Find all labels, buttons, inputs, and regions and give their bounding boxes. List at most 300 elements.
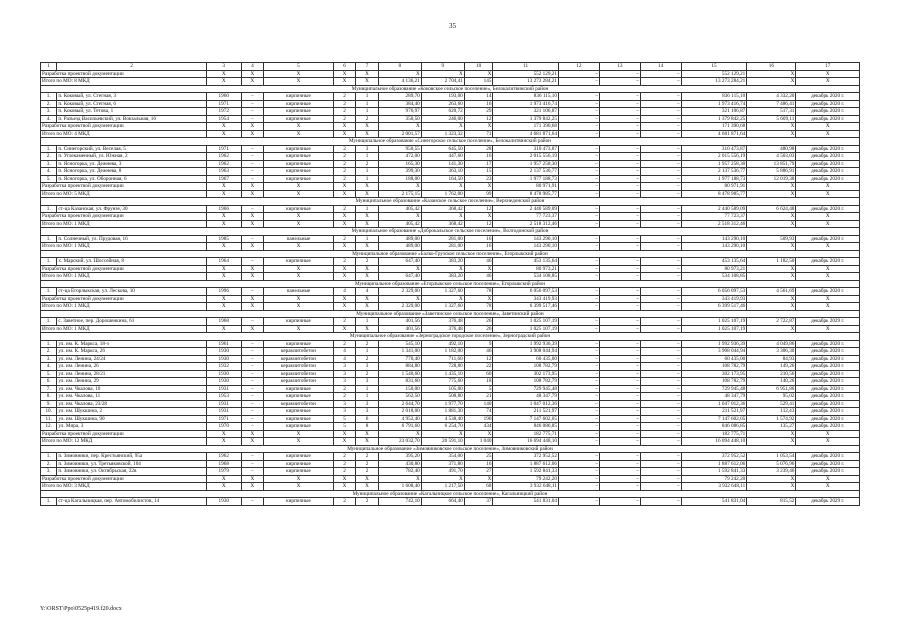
table-cell: 1931 — [206, 408, 241, 416]
table-cell: – — [599, 205, 640, 213]
table-cell: X — [206, 220, 241, 228]
column-number: 17 — [796, 63, 860, 71]
table-cell: 770,40 — [378, 355, 421, 363]
table-row — [41, 498, 860, 506]
table-cell: 368,42 — [421, 220, 464, 228]
table-cell: – — [558, 153, 599, 161]
table-cell: – — [640, 100, 681, 108]
table-cell: 26 — [464, 318, 493, 326]
table-cell: 1 992 936,39 — [681, 340, 747, 348]
table-cell: – — [640, 213, 681, 221]
table-cell: – — [599, 160, 640, 168]
table-cell: 27 — [464, 468, 493, 476]
table-cell: – — [241, 145, 264, 153]
table-row — [41, 145, 860, 153]
table-cell: X — [796, 295, 860, 303]
table-cell: кирпичные — [264, 100, 334, 108]
table-cell: п. Зимовники, ул. Октябрьская, 22в — [57, 468, 206, 476]
table-cell: 1 887 612,06 — [493, 460, 559, 468]
table-cell: – — [640, 235, 681, 243]
table-cell: 2 — [333, 205, 356, 213]
table-cell: X — [747, 325, 796, 333]
table-cell: 20 591,10 — [421, 438, 464, 446]
table-cell: 78 — [464, 288, 493, 296]
table-cell: 4 — [356, 288, 379, 296]
table-cell: X — [356, 183, 379, 191]
table-cell: – — [241, 175, 264, 183]
table-cell: 10. — [41, 408, 57, 416]
table-cell: X — [264, 483, 334, 491]
table-cell: X — [747, 213, 796, 221]
table-cell: Разработка проектной документации — [41, 70, 207, 78]
table-cell: 145 — [464, 78, 493, 86]
table-cell: X — [747, 123, 796, 131]
table-cell: 1972 — [206, 108, 241, 116]
table-cell: декабрь 2020 г. — [796, 378, 860, 386]
table-cell: – — [241, 468, 264, 476]
table-cell: декабрь 2020 г. — [796, 108, 860, 116]
table-cell: X — [796, 78, 860, 86]
table-cell: – — [558, 123, 599, 131]
table-cell: 4 332,20 — [747, 93, 796, 101]
table-cell: декабрь 2020 г. — [796, 258, 860, 266]
table-cell: керамзитобетон — [264, 348, 334, 356]
page-number: 35 — [449, 22, 456, 30]
table-cell: – — [599, 123, 640, 131]
table-cell: X — [264, 475, 334, 483]
table-cell: 4 538,40 — [421, 415, 464, 423]
table-cell: – — [640, 363, 681, 371]
table-cell: – — [241, 168, 264, 176]
table-cell: 372 952,52 — [681, 453, 747, 461]
table-cell: 1930 — [206, 370, 241, 378]
table-cell: 2 — [356, 355, 379, 363]
table-cell: 1 053,54 — [747, 453, 796, 461]
table-cell: 182 775,71 — [681, 430, 747, 438]
table-cell: X — [264, 325, 334, 333]
table-cell: 2 722,87 — [747, 318, 796, 326]
table-cell: 711,60 — [421, 355, 464, 363]
table-row — [41, 153, 860, 161]
table-cell: 2 518 312,46 — [493, 220, 559, 228]
table-row — [41, 468, 860, 476]
table-cell: кирпичные — [264, 340, 334, 348]
table-cell: декабрь 2020 г. — [796, 385, 860, 393]
table-cell: 1 327,60 — [421, 288, 464, 296]
table-cell: – — [640, 385, 681, 393]
table-cell: декабрь 2020 г. — [796, 423, 860, 431]
table-cell: X — [378, 123, 421, 131]
table-cell: п. Ясногорка, ул. Оборонная, 6 — [57, 175, 206, 183]
table-row — [41, 453, 860, 461]
table-cell: 3 — [333, 408, 356, 416]
table-cell: – — [558, 430, 599, 438]
table-cell: 165,30 — [378, 160, 421, 168]
table-cell: 1. — [41, 288, 57, 296]
table-cell: 1 025 107,19 — [493, 318, 559, 326]
table-cell: – — [640, 183, 681, 191]
table-cell: – — [640, 460, 681, 468]
summary-row — [41, 265, 860, 273]
table-cell: 1 025 107,19 — [681, 325, 747, 333]
table-cell: ул. им. К. Маркса, 18-з — [57, 340, 206, 348]
table-cell: 2 175,15 — [378, 190, 421, 198]
table-cell: X — [796, 475, 860, 483]
table-cell: 289,70 — [378, 93, 421, 101]
table-cell: 2 — [333, 93, 356, 101]
table-cell: – — [599, 453, 640, 461]
table-cell: п. Ясногорка, ул. Дежнева, 3 — [57, 160, 206, 168]
table-cell: 1 — [356, 93, 379, 101]
table-cell: ст-ца Егорлыкская, ул. Лескова, 10 — [57, 288, 206, 296]
table-cell: 2 704,41 — [421, 78, 464, 86]
table-cell: – — [241, 423, 264, 431]
section-heading-row — [41, 198, 860, 206]
column-number: 12 — [558, 63, 599, 71]
table-cell: 1964 — [206, 258, 241, 266]
table-cell: 246,00 — [421, 115, 464, 123]
table-cell: 4. — [41, 363, 57, 371]
table-cell: 2 — [333, 235, 356, 243]
section-heading: Муниципальное образование «Егорлыкское сельское поселение», Егорлыкский район — [41, 280, 860, 288]
table-cell: 728,80 — [421, 363, 464, 371]
table-cell: – — [599, 468, 640, 476]
table-cell: 9. — [41, 400, 57, 408]
table-row — [41, 348, 860, 356]
table-row — [41, 460, 860, 468]
table-cell: X — [747, 295, 796, 303]
table-cell: 60 435,00 — [493, 355, 559, 363]
table-cell: 1 379 842,25 — [493, 115, 559, 123]
table-cell: 4 681 871,64 — [681, 130, 747, 138]
table-cell: 1971 — [206, 415, 241, 423]
table-cell: керамзитобетон — [264, 400, 334, 408]
table-cell: X — [378, 213, 421, 221]
table-cell: 2 — [356, 340, 379, 348]
table-cell: 2 — [333, 153, 356, 161]
table-cell: X — [264, 303, 334, 311]
table-row — [41, 378, 860, 386]
table-cell: 3 — [356, 145, 379, 153]
table-cell: 17 — [464, 160, 493, 168]
table-cell: X — [333, 273, 356, 281]
table-cell: 3 — [356, 408, 379, 416]
table-cell: 1996 — [206, 288, 241, 296]
column-number: 16 — [747, 63, 796, 71]
table-cell: – — [640, 318, 681, 326]
table-cell: 5 076,96 — [747, 460, 796, 468]
table-cell: кирпичные — [264, 385, 334, 393]
table-cell: X — [796, 190, 860, 198]
table-cell: 1971 — [206, 100, 241, 108]
table-cell: 3. — [41, 468, 57, 476]
table-cell: 2 — [333, 460, 356, 468]
table-cell: X — [356, 483, 379, 491]
table-cell: Итого по МО: 4 МКД — [41, 130, 207, 138]
table-cell: X — [378, 295, 421, 303]
table-cell: X — [333, 325, 356, 333]
table-cell: 2 001,57 — [378, 130, 421, 138]
table-row — [41, 175, 860, 183]
table-cell: 2 015 556,19 — [493, 153, 559, 161]
table-cell: – — [558, 220, 599, 228]
table-cell: – — [640, 258, 681, 266]
table-cell: 1 — [356, 100, 379, 108]
table-cell: X — [356, 430, 379, 438]
table-cell: 1960 — [206, 93, 241, 101]
table-cell: 188,00 — [378, 175, 421, 183]
table-cell: декабрь 2020 г. — [796, 145, 860, 153]
table-cell: 26 — [464, 325, 493, 333]
table-cell: 2 644,70 — [378, 400, 421, 408]
table-cell: 508,80 — [421, 393, 464, 401]
table-cell: 6 — [356, 415, 379, 423]
table-cell: X — [356, 475, 379, 483]
table-cell: – — [558, 415, 599, 423]
table-cell: X — [241, 220, 264, 228]
table-cell: 16 — [464, 243, 493, 251]
table-cell: – — [640, 415, 681, 423]
table-cell: 782,40 — [378, 468, 421, 476]
table-cell: 8. — [41, 393, 57, 401]
table-cell: 8 — [356, 423, 379, 431]
table-cell: 135,27 — [747, 423, 796, 431]
table-cell: 430,80 — [378, 460, 421, 468]
table-cell: 1. — [41, 258, 57, 266]
table-cell: X — [464, 70, 493, 78]
table-cell: декабрь 2020 г. — [796, 160, 860, 168]
table-cell: X — [464, 183, 493, 191]
table-cell: X — [333, 303, 356, 311]
table-cell: 302 173,95 — [681, 370, 747, 378]
table-cell: 1 592 841,33 — [493, 468, 559, 476]
table-cell: X — [264, 295, 334, 303]
table-cell: – — [558, 288, 599, 296]
table-cell: – — [241, 115, 264, 123]
column-number: 13 — [599, 63, 640, 71]
table-cell: 1 762,00 — [421, 190, 464, 198]
table-cell: X — [264, 220, 334, 228]
table-cell: 171 390,68 — [681, 123, 747, 131]
table-cell: 2 — [333, 498, 356, 506]
table-cell: х. Марский, ул. Шоссейная, 8 — [57, 258, 206, 266]
table-cell: кирпичные — [264, 318, 334, 326]
table-cell: Разработка проектной документации — [41, 295, 207, 303]
table-cell: X — [333, 183, 356, 191]
table-cell: 1967 — [206, 175, 241, 183]
table-cell: – — [558, 438, 599, 446]
table-cell: X — [241, 438, 264, 446]
table-cell: X — [241, 475, 264, 483]
table-cell: – — [558, 168, 599, 176]
table-row — [41, 408, 860, 416]
table-cell: 16 694 448,10 — [493, 438, 559, 446]
table-cell: – — [599, 145, 640, 153]
table-cell: X — [241, 183, 264, 191]
table-cell: 1 881,30 — [421, 408, 464, 416]
table-cell: 2 015 556,19 — [681, 153, 747, 161]
table-cell: п. Зимовники, пер. Крестьянский, 95а — [57, 453, 206, 461]
table-cell: 376,48 — [421, 325, 464, 333]
section-heading-row — [41, 250, 860, 258]
table-cell: 25 — [464, 453, 493, 461]
table-cell: 1. — [41, 93, 57, 101]
table-cell: X — [421, 295, 464, 303]
table-cell: декабрь 2020 г. — [796, 175, 860, 183]
table-cell: X — [206, 243, 241, 251]
table-cell: 1 341,00 — [378, 348, 421, 356]
table-cell: 2 — [333, 453, 356, 461]
table-cell: 16 — [464, 100, 493, 108]
table-cell: X — [206, 78, 241, 86]
table-cell: X — [464, 213, 493, 221]
table-cell: 1 977 188,73 — [493, 175, 559, 183]
table-cell: – — [640, 168, 681, 176]
table-cell: 1 — [356, 205, 379, 213]
table-row — [41, 115, 860, 123]
table-cell: 1 — [356, 393, 379, 401]
table-cell: 368,42 — [421, 205, 464, 213]
table-cell: – — [558, 423, 599, 431]
table-cell: кирпичные — [264, 453, 334, 461]
table-cell: 281,00 — [421, 235, 464, 243]
table-cell: – — [640, 123, 681, 131]
register-table — [40, 62, 860, 506]
table-cell: – — [599, 190, 640, 198]
table-cell: 108 782,79 — [493, 378, 559, 386]
table-cell: – — [599, 303, 640, 311]
table-cell: X — [378, 475, 421, 483]
table-cell: X — [333, 190, 356, 198]
table-cell: 1962 — [206, 153, 241, 161]
section-heading: Муниципальное образование «Зимовниковское сельское поселение», Зимовниковский район — [41, 445, 860, 453]
table-cell: кирпичные — [264, 460, 334, 468]
table-cell: – — [599, 423, 640, 431]
table-cell: 562,50 — [378, 393, 421, 401]
table-row — [41, 340, 860, 348]
table-cell: 1930 — [206, 355, 241, 363]
table-cell: – — [241, 408, 264, 416]
table-cell: кирпичные — [264, 168, 334, 176]
table-cell: 4 — [333, 288, 356, 296]
table-cell: X — [206, 295, 241, 303]
table-cell: X — [796, 273, 860, 281]
table-cell: – — [599, 378, 640, 386]
summary-row — [41, 78, 860, 86]
section-heading: Муниципальное образование «Синегорское сельское поселение», Белокалитвинский район — [41, 138, 860, 146]
table-cell: – — [640, 475, 681, 483]
table-cell: X — [747, 483, 796, 491]
table-cell: 831,60 — [378, 378, 421, 386]
table-cell: 2 440 589,09 — [493, 205, 559, 213]
summary-row — [41, 123, 860, 131]
table-cell: 815,52 — [747, 498, 796, 506]
table-cell: 141,30 — [421, 160, 464, 168]
table-cell: X — [333, 430, 356, 438]
table-cell: 836 115,10 — [493, 93, 559, 101]
table-cell: 742,10 — [378, 498, 421, 506]
table-cell: 80 973,21 — [493, 265, 559, 273]
table-cell: 3 — [333, 370, 356, 378]
table-cell: – — [241, 378, 264, 386]
column-number: 2 — [57, 63, 206, 71]
table-cell: декабрь 2020 г. — [796, 235, 860, 243]
column-number: 9 — [421, 63, 464, 71]
table-cell: – — [599, 130, 640, 138]
table-cell: X — [264, 190, 334, 198]
table-cell: X — [206, 430, 241, 438]
table-cell: 3 932 648,11 — [493, 483, 559, 491]
table-cell: X — [747, 183, 796, 191]
table-cell: 140,26 — [747, 378, 796, 386]
table-cell: 193,00 — [421, 93, 464, 101]
table-row — [41, 385, 860, 393]
table-cell: – — [640, 145, 681, 153]
table-cell: X — [333, 220, 356, 228]
table-cell: 16 — [464, 460, 493, 468]
table-cell: 529,41 — [747, 400, 796, 408]
table-row — [41, 370, 860, 378]
table-cell: 1 — [356, 318, 379, 326]
table-cell: Разработка проектной документации — [41, 213, 207, 221]
table-cell: 350,50 — [378, 115, 421, 123]
table-cell: 541 831,04 — [493, 498, 559, 506]
table-cell: 108 782,79 — [493, 363, 559, 371]
table-cell: 6 399 517,46 — [493, 303, 559, 311]
table-cell: 729 945,48 — [681, 385, 747, 393]
table-cell: 395,20 — [378, 453, 421, 461]
table-cell: 1 — [356, 108, 379, 116]
table-cell: кирпичные — [264, 153, 334, 161]
table-cell: 2 — [356, 115, 379, 123]
table-cell: кирпичные — [264, 108, 334, 116]
table-cell: 372 952,52 — [493, 453, 559, 461]
table-cell: X — [241, 273, 264, 281]
table-row — [41, 108, 860, 116]
table-cell: X — [421, 475, 464, 483]
table-cell: – — [599, 78, 640, 86]
table-cell: – — [241, 393, 264, 401]
table-cell: X — [378, 70, 421, 78]
table-cell: – — [558, 108, 599, 116]
table-cell: 321 106,87 — [493, 108, 559, 116]
table-cell: 664,40 — [421, 498, 464, 506]
table-cell: – — [241, 160, 264, 168]
table-cell: X — [378, 265, 421, 273]
table-cell: 6 399 517,46 — [681, 303, 747, 311]
table-cell: 3. — [41, 108, 57, 116]
table-cell: – — [599, 370, 640, 378]
table-cell: – — [558, 363, 599, 371]
table-cell: 164,50 — [421, 175, 464, 183]
table-cell: 480,98 — [747, 145, 796, 153]
table-cell: 836 115,10 — [681, 93, 747, 101]
table-cell: 2. — [41, 100, 57, 108]
table-cell: – — [640, 243, 681, 251]
table-cell: 1 574,92 — [747, 415, 796, 423]
table-cell: X — [333, 295, 356, 303]
table-cell: X — [264, 70, 334, 78]
table-cell: X — [356, 325, 379, 333]
table-cell: 2 — [333, 393, 356, 401]
table-cell: X — [796, 70, 860, 78]
table-cell: 6 254,70 — [421, 423, 464, 431]
table-cell: X — [206, 265, 241, 273]
table-cell: Итого по МО: 3 МКД — [41, 483, 207, 491]
table-cell: 60 435,00 — [681, 355, 747, 363]
table-cell: – — [558, 355, 599, 363]
table-cell: декабрь 2020 г. — [796, 348, 860, 356]
